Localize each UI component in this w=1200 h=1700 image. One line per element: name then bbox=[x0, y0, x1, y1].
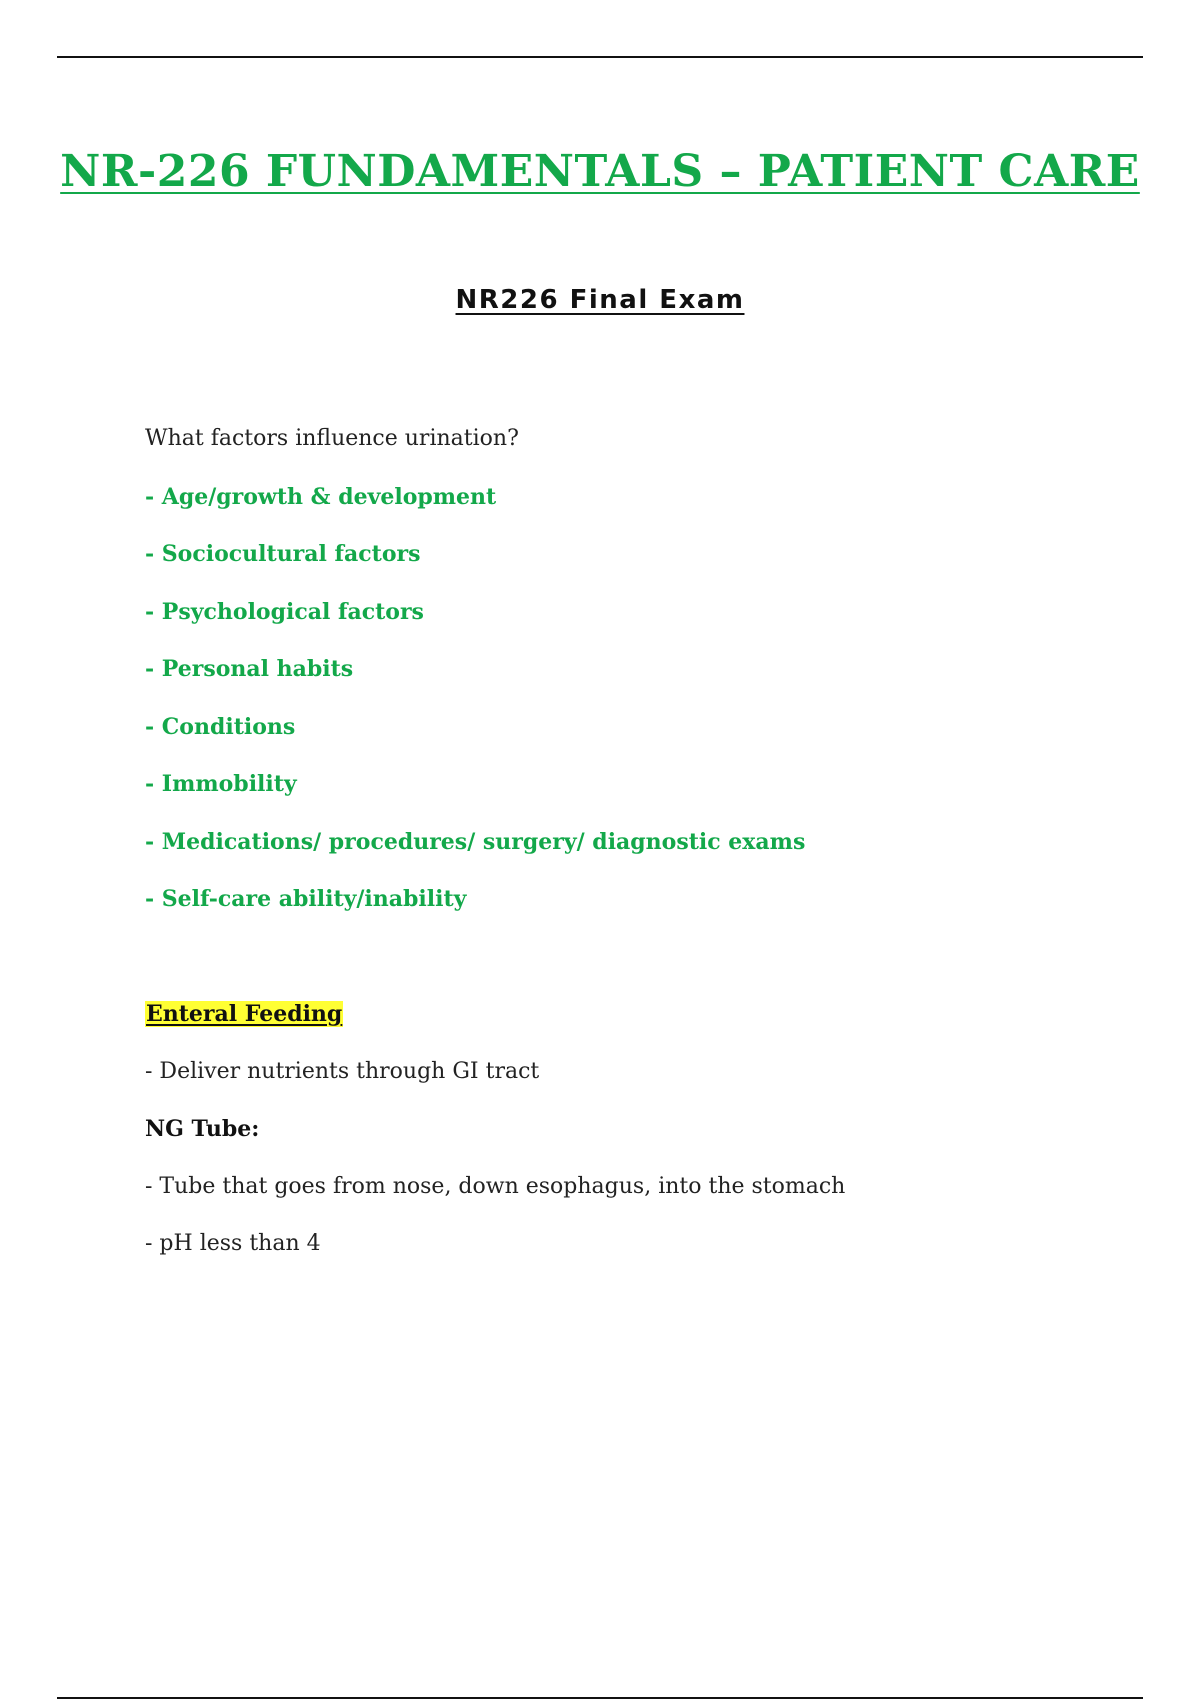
list-item: - Age/growth & development bbox=[145, 484, 497, 510]
list-item: - Sociocultural factors bbox=[145, 541, 421, 567]
list-item: - Immobility bbox=[145, 771, 297, 797]
document-title: NR-226 FUNDAMENTALS – PATIENT CARE bbox=[60, 146, 1140, 197]
list-item: - pH less than 4 bbox=[145, 1231, 321, 1256]
top-divider bbox=[57, 56, 1143, 58]
urination-question: What factors influence urination? bbox=[145, 426, 519, 451]
list-item: - Personal habits bbox=[145, 656, 354, 682]
enteral-heading-line bbox=[145, 999, 343, 1030]
list-item: - Conditions bbox=[145, 714, 296, 740]
list-item: - Tube that goes from nose, down esophagus, into the stomach bbox=[145, 1174, 846, 1199]
list-item: - Self-care ability/inability bbox=[145, 886, 467, 912]
enteral-description: - Deliver nutrients through GI tract bbox=[145, 1059, 540, 1084]
ng-tube-heading: NG Tube: bbox=[145, 1116, 260, 1142]
list-item: - Medications/ procedures/ surgery/ diagnostic exams bbox=[145, 829, 806, 855]
enteral-feeding-heading: Enteral Feeding bbox=[146, 1001, 343, 1027]
list-item: - Psychological factors bbox=[145, 599, 424, 625]
bottom-divider bbox=[57, 1697, 1143, 1699]
document-subtitle: NR226 Final Exam bbox=[455, 285, 745, 315]
